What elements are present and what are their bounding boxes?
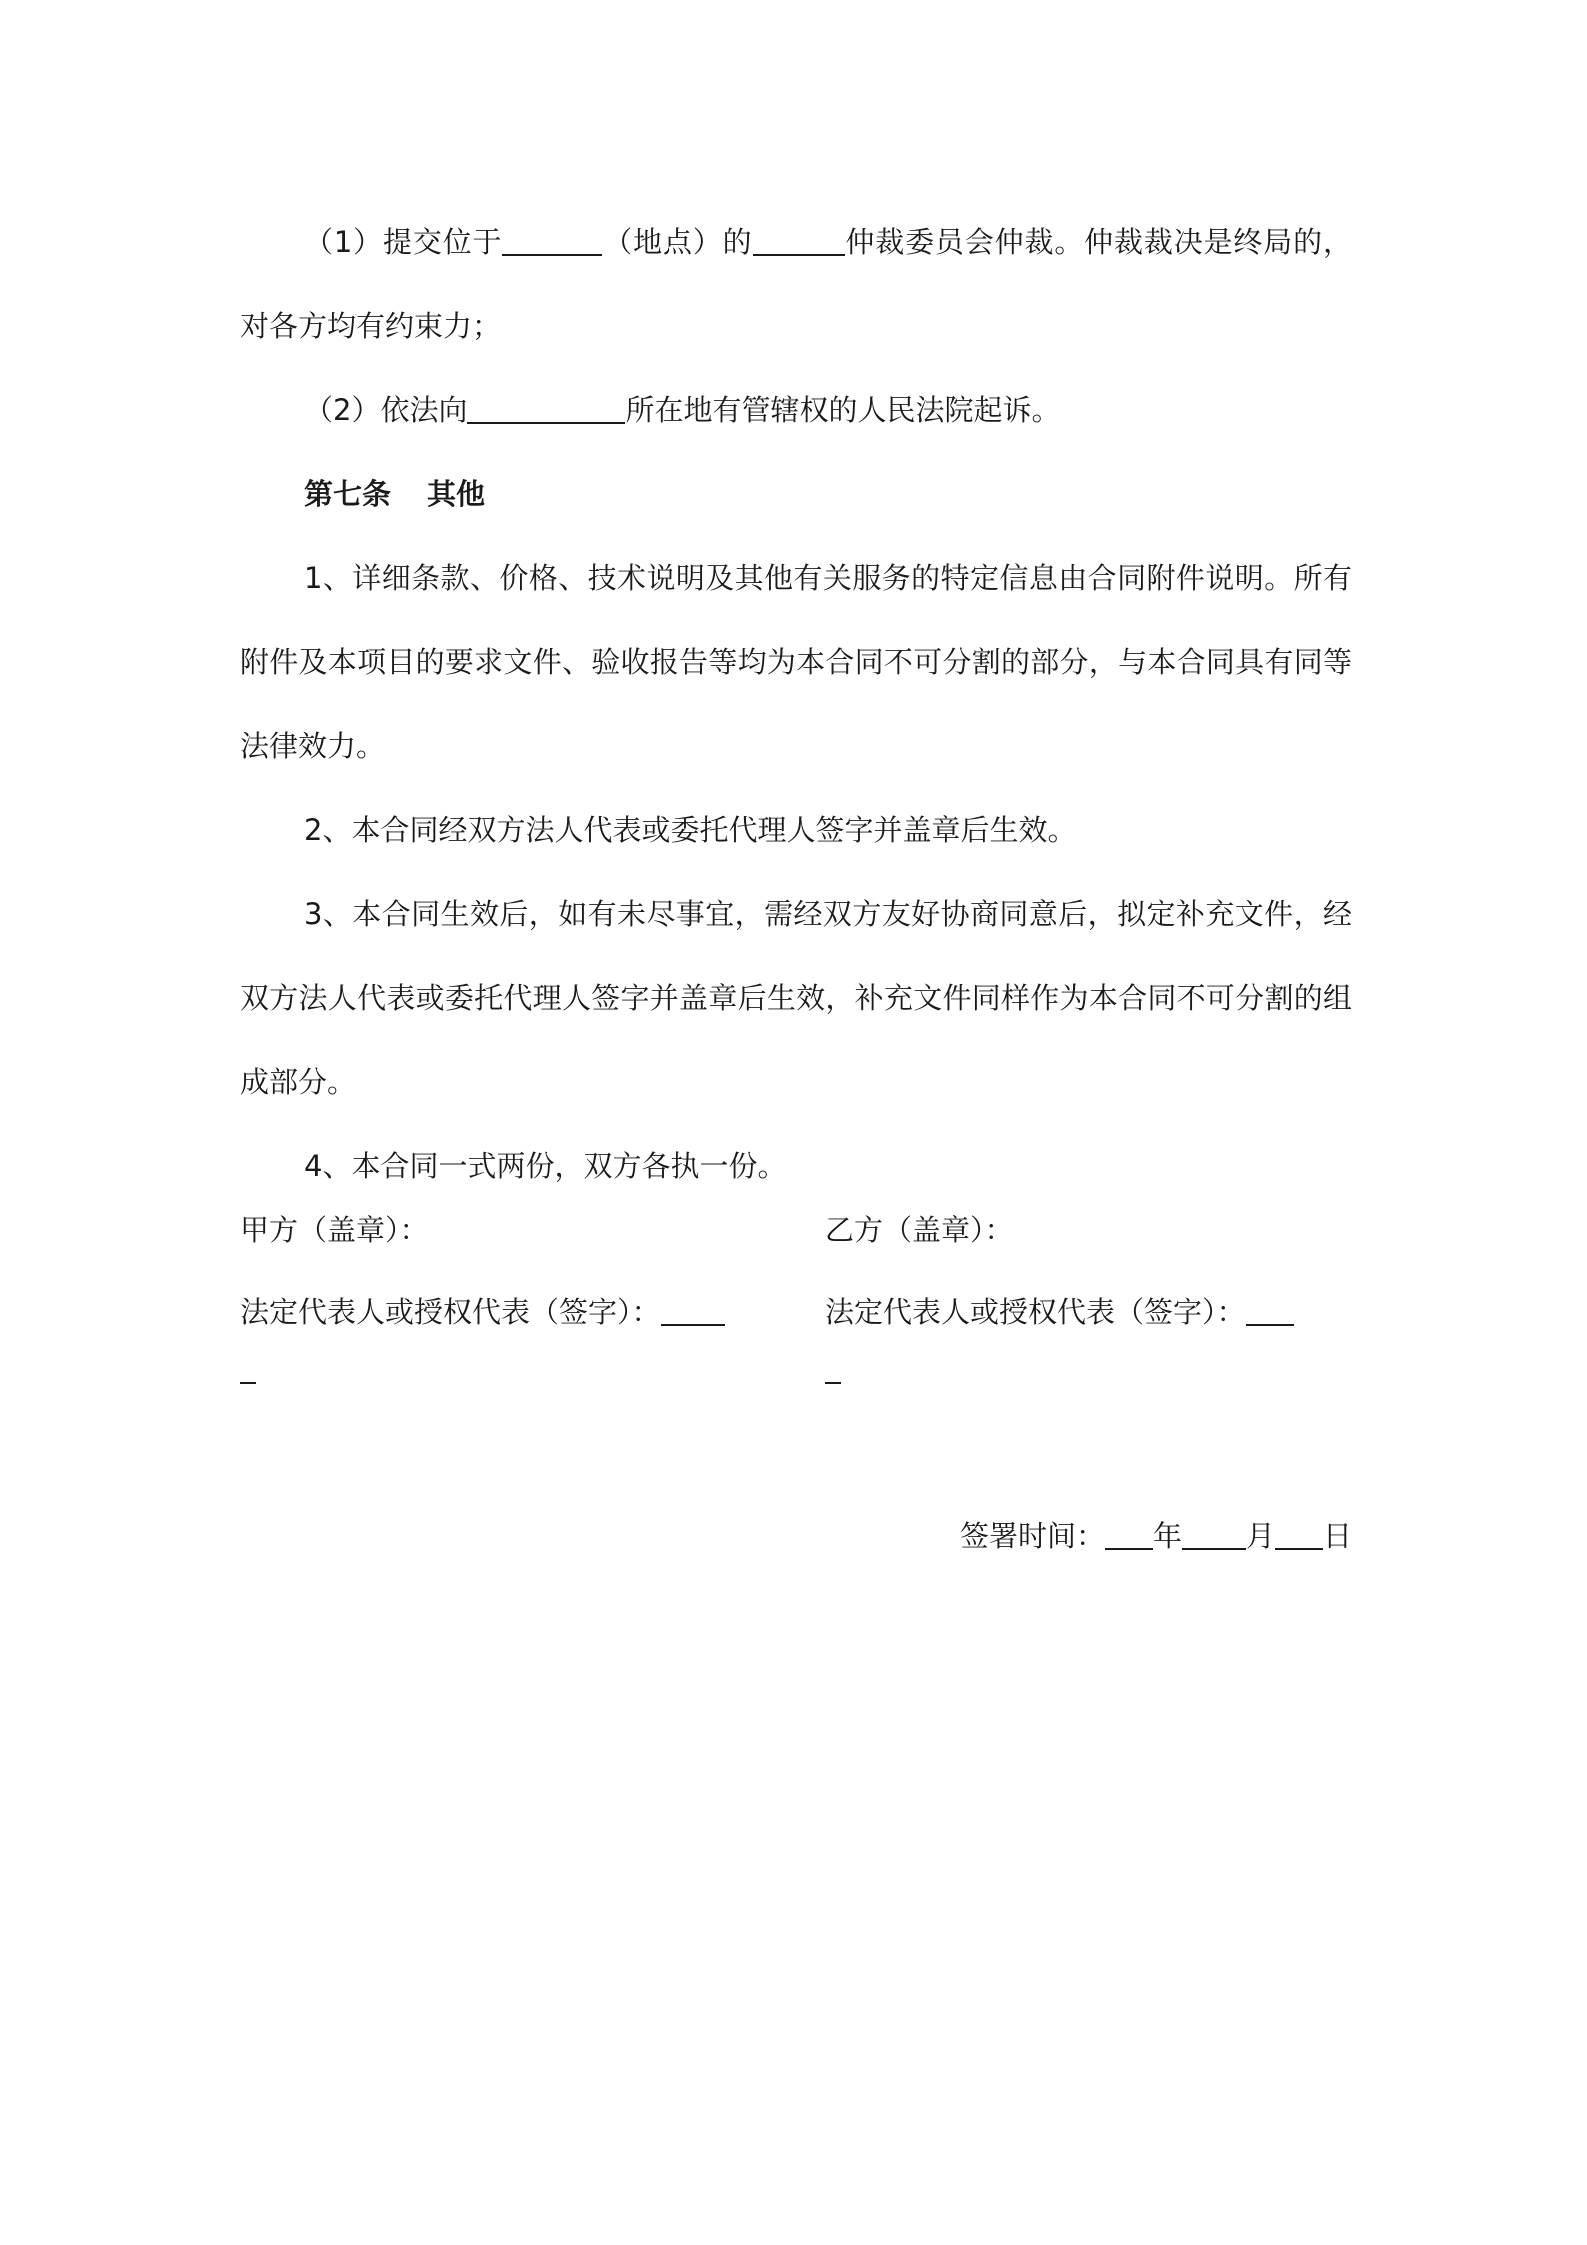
clause-litigation-text-2: 所在地有管辖权的人民法院起诉。 <box>625 393 1061 427</box>
clause-arbitration-text-2: （地点）的 <box>602 225 753 259</box>
party-a-sign-blank <box>661 1292 725 1326</box>
party-a-sign-blank-wrap <box>240 1382 256 1384</box>
court-location-blank <box>467 390 625 424</box>
clause-arbitration-text-3: 仲裁委员会仲裁。仲裁裁决是终局的，对各方均有约束力； <box>240 225 1352 343</box>
signing-date <box>960 1516 1352 1556</box>
clause-litigation-text-1: （2）依法向 <box>304 393 468 427</box>
clause-3: 3、本合同生效后，如有未尽事宜，需经双方友好协商同意后，拟定补充文件，经双方法人代表或委托代理人签字并盖章后生效，补充文件同样作为本合同不可分割的组成部分。 <box>240 897 1352 1099</box>
clause-arbitration-text-1: （1）提交位于 <box>304 225 503 259</box>
contract-body <box>240 200 1352 1208</box>
clause-1: 1、详细条款、价格、技术说明及其他有关服务的特定信息由合同附件说明。所有附件及本项目的要求文件、验收报告等均为本合同不可分割的部分，与本合同具有同等法律效力。 <box>240 561 1352 763</box>
month-blank <box>1182 1516 1246 1550</box>
clause-litigation <box>240 368 1352 452</box>
day-label: 日 <box>1322 1519 1352 1553</box>
party-a-rep-label: 法定代表人或授权代表（签字）： <box>240 1295 661 1329</box>
party-b-rep-line <box>825 1292 1294 1332</box>
article-number: 第七条 <box>304 477 392 511</box>
year-blank <box>1105 1516 1153 1550</box>
day-blank <box>1275 1516 1323 1550</box>
party-a-seal-label: 甲方（盖章）： <box>240 1213 429 1247</box>
clause-4: 4、本合同一式两份，双方各执一份。 <box>304 1149 787 1183</box>
year-label: 年 <box>1152 1519 1182 1553</box>
month-label: 月 <box>1245 1519 1275 1553</box>
party-b-sign-blank-wrap <box>825 1382 841 1384</box>
clause-2: 2、本合同经双方法人代表或委托代理人签字并盖章后生效。 <box>304 813 1077 847</box>
clause-arbitration <box>240 200 1352 368</box>
commission-blank <box>753 222 845 256</box>
party-b-sign-blank <box>1246 1292 1294 1326</box>
party-b-seal-label: 乙方（盖章）： <box>825 1213 1014 1247</box>
location-blank <box>502 222 602 256</box>
article-heading <box>240 452 1352 536</box>
article-title: 其他 <box>427 477 486 511</box>
party-b-rep-label: 法定代表人或授权代表（签字）： <box>825 1295 1246 1329</box>
party-a-rep-line <box>240 1292 725 1332</box>
signing-date-label: 签署时间： <box>959 1519 1105 1553</box>
